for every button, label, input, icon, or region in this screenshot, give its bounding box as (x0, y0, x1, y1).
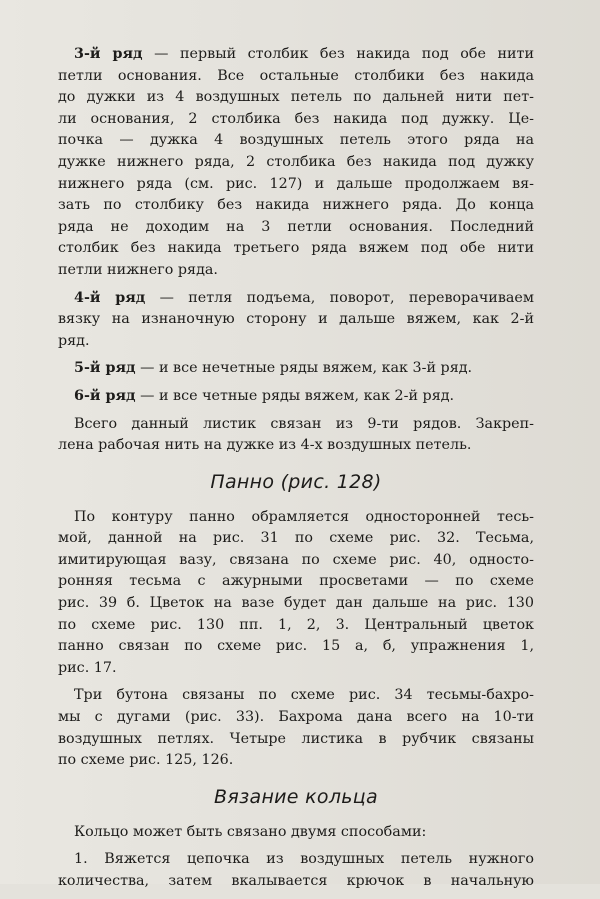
line-text: столбик без накида третьего ряда вяжем под обе нити (58, 240, 534, 257)
text-line (58, 109, 534, 131)
line-text: ряд. (58, 332, 90, 349)
line-text: ли основания, 2 столбика без накида под дужку. Це- (58, 110, 534, 127)
row-label: 3-й ряд (74, 46, 143, 62)
text-line (58, 571, 534, 593)
section-ring (58, 822, 534, 893)
text-line (58, 550, 534, 572)
paragraph (58, 685, 534, 771)
text-line (58, 217, 534, 239)
text-line (58, 260, 534, 282)
paragraph (58, 44, 534, 282)
text-line (58, 66, 534, 88)
line-text: мы с дугами (рис. 33). Бахрома дана всего на 10-ти (58, 709, 534, 726)
section-leaf-rows (58, 44, 534, 457)
text-line (58, 658, 534, 680)
line-text: имитирующая вазу, связана по схеме рис. 40, односто- (58, 551, 534, 568)
section-panel (58, 507, 534, 772)
line-text: 1. Вяжется цепочка из воздушных петель нужного (74, 851, 534, 868)
line-text: рис. 17. (58, 659, 117, 676)
heading-ring-knitting: Вязание кольца (214, 785, 378, 808)
line-text: Всего данный листик связан из 9-ти рядов. Закреп- (74, 415, 534, 432)
line-text: мой, данной на рис. 31 по схеме рис. 32. Тесьма, (58, 530, 534, 547)
line-text: панно связан по схеме рис. 15 а, б, упражнения 1, (58, 638, 534, 655)
text-line (58, 750, 534, 772)
line-text: по схеме рис. 130 пп. 1, 2, 3. Центральный цветок (58, 616, 534, 633)
text-line (58, 331, 534, 353)
row-label: 5-й ряд (74, 360, 136, 377)
text-line (58, 386, 534, 408)
text-line (58, 309, 534, 331)
line-text: ряда не доходим на 3 петли основания. Последний (58, 218, 534, 235)
text-line (58, 636, 534, 658)
text-line (58, 174, 534, 196)
text-line (58, 414, 534, 436)
line-text: ронняя тесьма с ажурными просветами — по схеме (58, 573, 534, 590)
text-line (58, 729, 534, 751)
line-text: рис. 39 б. Цветок на вазе будет дан дальше на рис. 130 (58, 595, 534, 612)
paragraph (58, 849, 534, 892)
text-line (58, 358, 534, 380)
row-label: 6-й ряд (74, 387, 136, 404)
line-text: количества, затем вкалывается крючок в начальную (58, 873, 534, 889)
text-line (58, 685, 534, 707)
line-text: дужке нижнего ряда, 2 столбика без накида под дужку (58, 153, 534, 170)
line-text: петли основания. Все остальные столбики без накида (58, 67, 534, 84)
line-text: лена рабочая нить на дужке из 4-х воздушных петель. (58, 437, 472, 454)
text-line (58, 615, 534, 637)
text-line (58, 87, 534, 109)
text-line (58, 871, 534, 893)
text-line (58, 707, 534, 729)
line-text: зать по столбику без накида нижнего ряда. До конца (58, 197, 534, 214)
line-text: По контуру панно обрамляется односторонней тесь- (74, 508, 534, 525)
line-text: воздушных петлях. Четыре листика в рубчик связаны (58, 730, 534, 747)
line-text: — первый столбик без накида под обе нити (142, 46, 534, 62)
paragraph (58, 507, 534, 680)
line-text: вязку на изнаночную сторону и дальше вяжем, как 2-й (58, 311, 534, 328)
text-line (58, 822, 534, 844)
text-line (58, 593, 534, 615)
text-line (58, 435, 534, 457)
paragraph (58, 358, 534, 380)
text-line (58, 849, 534, 871)
text-line (58, 238, 534, 260)
line-text: Кольцо может быть связано двумя способами: (74, 823, 427, 840)
line-text: — и все нечетные ряды вяжем, как 3-й ряд. (135, 360, 473, 377)
line-text: — и все четные ряды вяжем, как 2-й ряд. (135, 387, 455, 404)
line-text: нижнего ряда (см. рис. 127) и дальше продолжаем вя- (58, 175, 534, 192)
paragraph (58, 414, 534, 457)
line-text: почка — дужка 4 воздушных петель этого ряда на (58, 132, 534, 149)
paragraph (58, 822, 534, 844)
text-line (58, 152, 534, 174)
line-text: — петля подъема, поворот, переворачиваем (145, 289, 534, 306)
text-line (58, 507, 534, 529)
row-label: 4-й ряд (74, 289, 146, 306)
line-text: петли нижнего ряда. (58, 261, 218, 278)
text-line (58, 288, 534, 310)
paragraph (58, 288, 534, 353)
heading-panel: Панно (рис. 128) (210, 470, 382, 493)
text-line (58, 528, 534, 550)
text-line (58, 130, 534, 152)
text-line (58, 195, 534, 217)
line-text: Три бутона связаны по схеме рис. 34 тесьмы-бахро- (74, 687, 534, 704)
text-line (58, 44, 534, 66)
page-text (58, 44, 534, 899)
line-text: до дужки из 4 воздушных петель по дальней нити пет- (58, 89, 534, 106)
line-text: по схеме рис. 125, 126. (58, 752, 234, 769)
paragraph (58, 386, 534, 408)
